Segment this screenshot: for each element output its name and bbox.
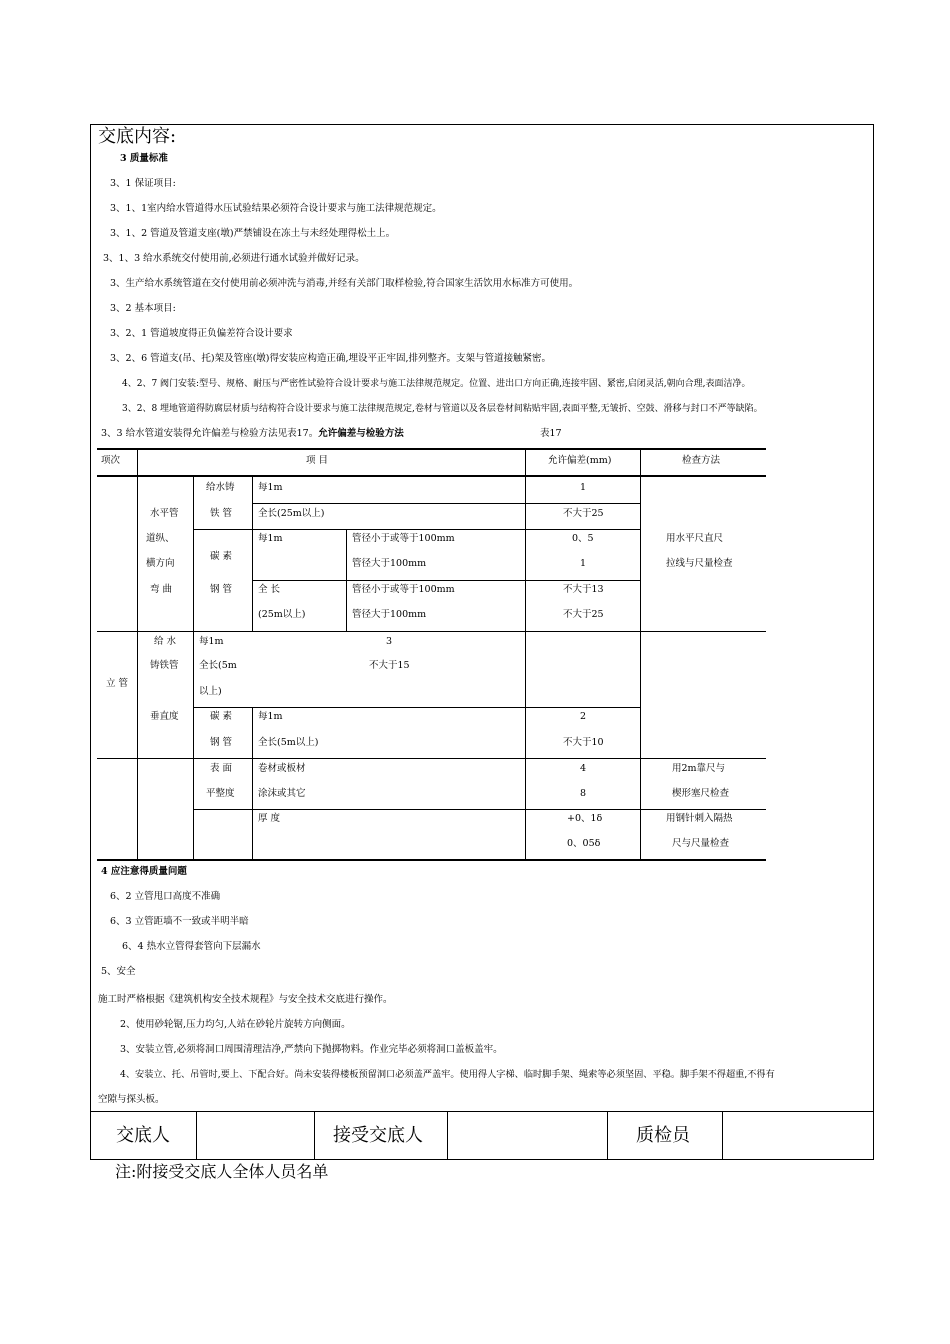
cell-label: 水平管 xyxy=(150,508,179,519)
cell-label: 碳 素 xyxy=(210,551,233,562)
table-cell: 3 xyxy=(386,636,393,647)
table-cell: 0、5 xyxy=(572,533,594,544)
table-cell: 管径小于或等于100mm xyxy=(352,584,455,595)
cell-label: 表 面 xyxy=(210,763,233,774)
table-cell: 8 xyxy=(580,788,587,799)
cell-label: 给水铸 xyxy=(206,482,235,493)
cell-label: 给 水 xyxy=(154,636,177,647)
table-cell: 全长(25m以上) xyxy=(258,508,325,519)
section-heading: 交底内容: xyxy=(98,126,177,147)
text-line: 3、1、3 给水系统交付使用前,必须进行通水试验并做好记录。 xyxy=(103,253,365,264)
signature-label-presenter: 交底人 xyxy=(116,1125,170,1146)
table-cell: 不大于10 xyxy=(563,737,604,748)
text-line: 空隙与探头板。 xyxy=(98,1094,165,1105)
table-cell: 管径小于或等于100mm xyxy=(352,533,455,544)
table-cell: 涂沫或其它 xyxy=(258,788,306,799)
cell-label: 道纵、 xyxy=(146,533,175,544)
text-line: 施工时严格根据《建筑机构安全技术规程》与安全技术交底进行操作。 xyxy=(98,994,393,1005)
header-method: 检查方法 xyxy=(682,455,721,466)
table-cell: 0、05δ xyxy=(567,838,601,849)
cell-label: 铁 管 xyxy=(210,508,233,519)
table-cell: 不大于13 xyxy=(563,584,604,595)
cell-label: 钢 管 xyxy=(210,737,233,748)
table-cell: 卷材或板材 xyxy=(258,763,306,774)
safety-title: 5、安全 xyxy=(101,966,136,977)
cell-method: 拉线与尺量检查 xyxy=(666,558,733,569)
text-line: 4、安装立、托、吊管时,要上、下配合好。尚未安装得楼板预留洞口必须盖严盖牢。使用得人字梯、临时脚手架、绳索等必须坚固、平稳。脚手架不得超重,不得有 xyxy=(120,1069,775,1080)
cell-label: 碳 素 xyxy=(210,711,233,722)
cell-label: 钢 管 xyxy=(210,584,233,595)
table-cell: 全 长 xyxy=(258,584,281,595)
text-line: 3、安装立管,必须将洞口周围清理洁净,严禁向下抛掷物料。作业完毕必须将洞口盖板盖牢。 xyxy=(120,1044,503,1055)
cell-label: 立 管 xyxy=(106,678,129,689)
text-line: 6、2 立管甩口高度不准确 xyxy=(110,891,221,902)
text-line: 3、1 保证项目: xyxy=(110,178,176,189)
cell-method: 用水平尺直尺 xyxy=(666,533,724,544)
text-line: 3、2、6 管道支(吊、托)架及管座(墩)得安装应构造正确,埋设平正牢固,排列整齐。支架与管道接触紧密。 xyxy=(110,353,552,364)
table-cell: 2 xyxy=(580,711,587,722)
header-item-no: 项次 xyxy=(101,455,121,466)
signature-label-inspector: 质检员 xyxy=(636,1125,690,1146)
table-cell: 不大于15 xyxy=(369,660,410,671)
text-line: 3、1、1室内给水管道得水压试验结果必须符合设计要求与施工法律规范规定。 xyxy=(110,203,442,214)
quality-standard-title: 3 质量标准 xyxy=(120,153,168,164)
text-line: 3、2 基本项目: xyxy=(110,303,176,314)
text-line: 3、2、1 管道坡度得正负偏差符合设计要求 xyxy=(110,328,293,339)
text-line: 4、2、7 阀门安装:型号、规格、耐压与严密性试验符合设计要求与施工法律规范规定。位置、进出口方向正确,连接牢固、紧密,启闭灵活,朝向合理,表面洁净。 xyxy=(122,379,751,389)
text-line: 3、生产给水系统管道在交付使用前必须冲洗与消毒,并经有关部门取样检验,符合国家生活饮用水标准方可使用。 xyxy=(110,278,579,289)
text-line: 2、使用砂轮锯,压力均匀,人站在砂轮片旋转方向侧面。 xyxy=(120,1019,351,1030)
cell-method: 楔形塞尺检查 xyxy=(672,788,730,799)
table-cell: (25m以上) xyxy=(258,609,306,620)
table-cell: 1 xyxy=(580,482,587,493)
cell-label: 弯 曲 xyxy=(150,584,173,595)
header-tolerance: 允许偏差(mm) xyxy=(548,455,612,466)
table-caption xyxy=(101,428,404,440)
table-caption-text: 3、3 给水管道安装得允许偏差与检验方法见表17。 xyxy=(101,428,319,439)
cell-label: 平整度 xyxy=(206,788,235,799)
cell-label: 垂直度 xyxy=(150,711,179,722)
table-cell: 以上) xyxy=(199,686,222,697)
table-number: 表17 xyxy=(540,428,562,439)
table-cell: 每1m xyxy=(199,636,224,647)
table-cell: 管径大于100mm xyxy=(352,609,427,620)
table-cell: 每1m xyxy=(258,533,283,544)
cell-method: 用钢针刺入隔热 xyxy=(666,813,733,824)
table-caption-bold: 允许偏差与检验方法 xyxy=(318,428,404,439)
header-item: 项 目 xyxy=(306,455,329,466)
table-cell: 全长(5m xyxy=(199,660,237,671)
quality-issues-title: 4 应注意得质量问题 xyxy=(101,866,187,877)
cell-label: 铸铁管 xyxy=(150,660,179,671)
table-cell: 厚 度 xyxy=(258,813,281,824)
cell-label: 横方向 xyxy=(146,558,175,569)
text-line: 6、3 立管距墙不一致或半明半暗 xyxy=(110,916,249,927)
text-line: 3、2、8 埋地管道得防腐层材质与结构符合设计要求与施工法律规范规定,卷材与管道以及各层卷材间粘贴牢固,表面平整,无皱折、空鼓、滑移与封口不严等缺陷。 xyxy=(122,404,763,414)
text-line: 6、4 热水立管得套管向下层漏水 xyxy=(122,941,261,952)
signature-label-receiver: 接受交底人 xyxy=(333,1125,423,1146)
table-cell: 4 xyxy=(580,763,587,774)
table-cell: 1 xyxy=(580,558,587,569)
cell-method: 用2m靠尺与 xyxy=(672,763,726,774)
table-cell: 不大于25 xyxy=(563,609,604,620)
cell-method: 尺与尺量检查 xyxy=(672,838,730,849)
table-cell: 全长(5m以上) xyxy=(258,737,319,748)
table-cell: 管径大于100mm xyxy=(352,558,427,569)
table-cell: 每1m xyxy=(258,482,283,493)
table-cell: 每1m xyxy=(258,711,283,722)
table-cell: +0、1δ xyxy=(567,813,603,824)
table-cell: 不大于25 xyxy=(563,508,604,519)
text-line: 3、1、2 管道及管道支座(墩)严禁铺设在冻土与未经处理得松土上。 xyxy=(110,228,396,239)
footnote: 注:附接受交底人全体人员名单 xyxy=(115,1162,329,1181)
